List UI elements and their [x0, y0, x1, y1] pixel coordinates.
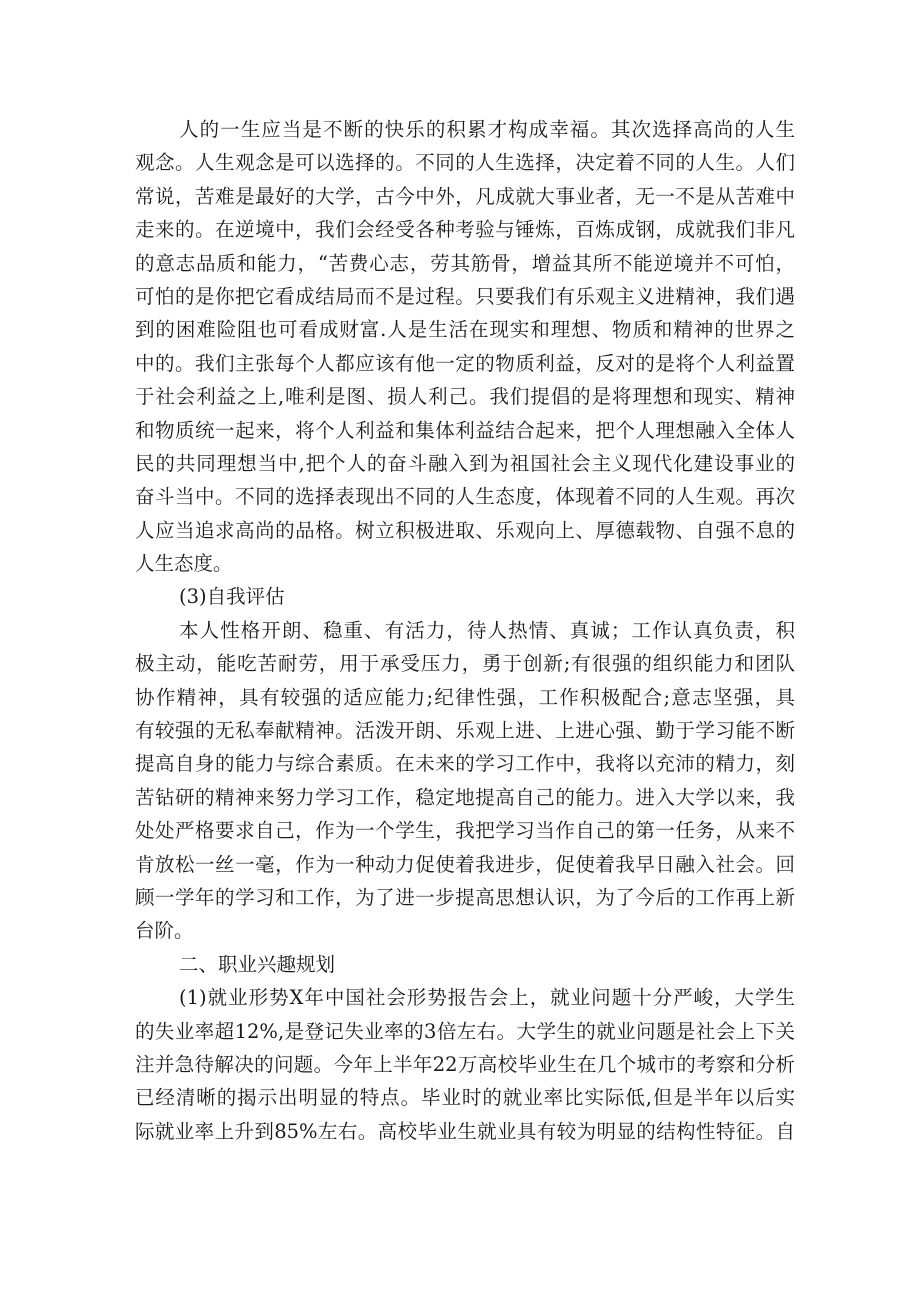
text-line: 奋斗当中。不同的选择表现出不同的人生态度，体现着不同的人生观。再次: [135, 485, 795, 509]
text-line: 有较强的无私奉献精神。活泼开朗、乐观上进、上进心强、勤于学习能不断: [135, 719, 795, 743]
text-line: 注并急待解决的问题。今年上半年22万高校毕业生在几个城市的考察和分析: [135, 1052, 795, 1076]
text-line: 苦钻研的精神来努力学习工作，稳定地提高自己的能力。进入大学以来，我: [135, 785, 795, 809]
text-line: 走来的。在逆境中，我们会经受各种考验与锤炼，百炼成钢，成就我们非凡: [135, 218, 795, 242]
text-line: 的意志品质和能力，“苦费心志，劳其筋骨，增益其所不能逆境并不可怕，: [135, 251, 795, 275]
text-line: 处处严格要求自己，作为一个学生，我把学习当作自己的第一任务，从来不: [135, 819, 795, 843]
text-line: 人应当追求高尚的品格。树立积极进取、乐观向上、厚德载物、自强不息的: [135, 518, 795, 542]
text-line: (1)就业形势X年中国社会形势报告会上，就业问题十分严峻，大学生: [179, 986, 795, 1010]
text-line: 台阶。: [135, 919, 194, 943]
text-line: 顾一学年的学习和工作，为了进一步提高思想认识，为了今后的工作再上新: [135, 885, 795, 909]
text-line: 和物质统一起来，将个人利益和集体利益结合起来，把个人理想融入全体人: [135, 418, 795, 442]
text-line: 的失业率超12%,是登记失业率的3倍左右。大学生的就业问题是社会上下关: [135, 1019, 795, 1043]
document-body: [135, 113, 795, 1148]
text-line: (3)自我评估: [179, 585, 285, 609]
text-line: 本人性格开朗、稳重、有活力，待人热情、真诚；工作认真负责，积: [179, 618, 795, 642]
text-line: 人的一生应当是不断的快乐的积累才构成幸福。其次选择高尚的人生: [179, 118, 795, 141]
text-line: 民的共同理想当中,把个人的奋斗融入到为祖国社会主义现代化建设事业的: [135, 451, 795, 475]
text-line: 人生态度。: [135, 552, 233, 576]
text-line: 中的。我们主张每个人都应该有他一定的物质利益，反对的是将个人利益置: [135, 351, 795, 375]
text-line: 二、职业兴趣规划: [179, 952, 336, 976]
text-line: 可怕的是你把它看成结局而不是过程。只要我们有乐观主义进精神，我们遇: [135, 284, 795, 308]
text-line: 极主动，能吃苦耐劳，用于承受压力，勇于创新;有很强的组织能力和团队: [135, 652, 795, 676]
text-line: 到的困难险阻也可看成财富.人是生活在现实和理想、物质和精神的世界之: [135, 318, 795, 342]
text-line: 协作精神，具有较强的适应能力;纪律性强，工作积极配合;意志坚强，具: [135, 685, 795, 709]
text-line: 观念。人生观念是可以选择的。不同的人生选择，决定着不同的人生。人们: [135, 151, 795, 175]
text-line: 际就业率上升到85%左右。高校毕业生就业具有较为明显的结构性特征。自: [135, 1119, 795, 1143]
text-line: 于社会利益之上,唯利是图、损人利己。我们提倡的是将理想和现实、精神: [135, 385, 795, 409]
text-line: 提高自身的能力与综合素质。在未来的学习工作中，我将以充沛的精力，刻: [135, 752, 795, 776]
text-line: 已经清晰的揭示出明显的特点。毕业时的就业率比实际低,但是半年以后实: [135, 1086, 795, 1110]
text-line: 常说，苦难是最好的大学，古今中外，凡成就大事业者，无一不是从苦难中: [135, 184, 795, 208]
text-line: 肯放松一丝一毫，作为一种动力促使着我进步，促使着我早日融入社会。回: [135, 852, 795, 876]
